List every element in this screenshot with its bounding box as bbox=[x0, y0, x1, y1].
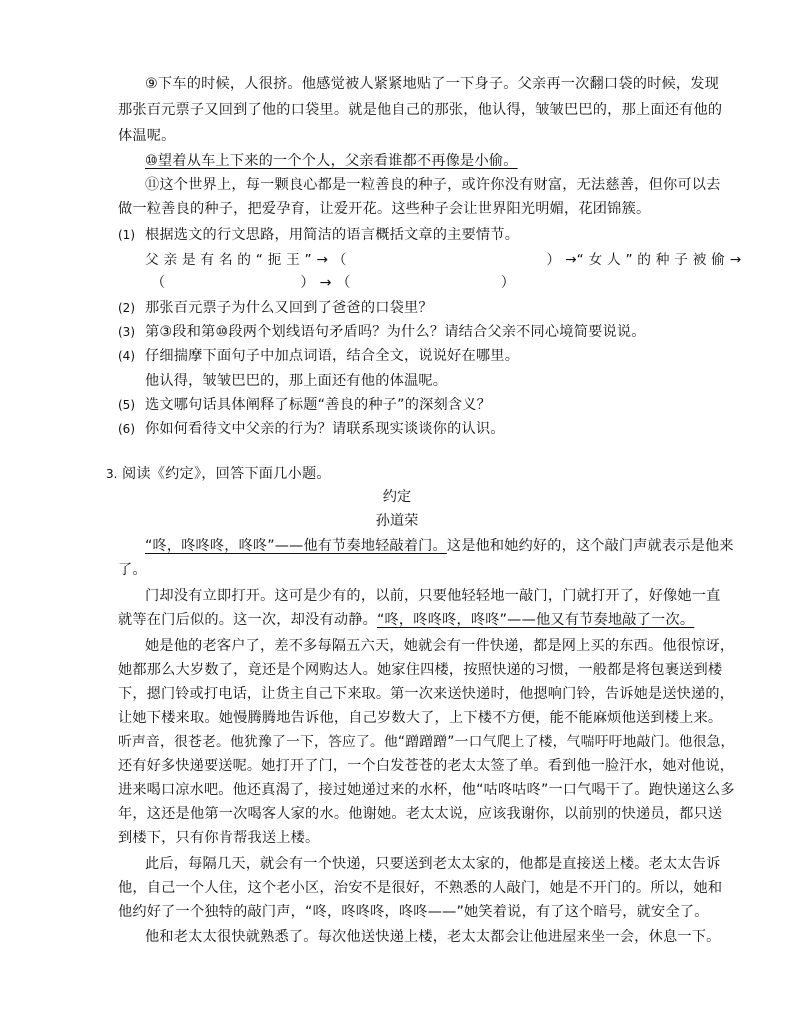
story-p1-line-2: 了。 bbox=[118, 562, 147, 578]
story-p3-line-3: 下，摁门铃或打电话，让货主自己下来取。第一次来送快递时，他摁响门铃，告诉她是送快递的， bbox=[118, 686, 734, 702]
story-p4-line-1: 此后，每隔几天，就会有一个快递，只要送到老太太家的，他都是直接送上楼。老太太告诉 bbox=[145, 856, 721, 872]
question-4-quote: 他认得，皱皱巴巴的，那上面还有他的体温呢。 bbox=[145, 373, 448, 389]
para-11-line-2: 做一粒善良的种子，把爱孕育，让爱开花。这些种子会让世界阳光明媚，花团锦簇。 bbox=[118, 201, 651, 217]
story-p2-line-2 bbox=[118, 609, 694, 631]
story-p1-rest: 这是他和她约好的，这个敲门声就表示是他来 bbox=[446, 538, 734, 554]
question-3-number: (3) bbox=[118, 325, 135, 339]
fill-part-e: ） bbox=[500, 275, 516, 291]
question-1-fill-line-2 bbox=[151, 272, 515, 294]
question-2-text: 那张百元票子为什么又回到了爸爸的口袋里？ bbox=[145, 300, 433, 316]
story-p4-line-3: 他约好了一个独特的敲门声，“咚，咚咚咚，咚咚——”她笑着说，有了这个暗号，就安全了。 bbox=[118, 904, 709, 920]
story-p3-line-2: 她都那么大岁数了，竟还是个网购达人。她家住四楼，按照快递的习惯，一般都是将包裹送到楼 bbox=[118, 662, 723, 678]
para-10: ⑩望着从车上下来的一个个人，父亲看谁都不再像是小偷。 bbox=[145, 153, 518, 169]
question-5-number: (5) bbox=[118, 398, 135, 412]
story-p2-underlined: “咚，咚咚咚，咚咚”——他又有节奏地敲了一次。 bbox=[376, 612, 695, 628]
story-p3-line-5: 听声音，很苍老。他犹豫了一下，答应了。他“蹭蹭蹭”一口气爬上了楼，气喘吁吁地敲门。他很急， bbox=[118, 734, 735, 750]
para-9-line-1: ⑨下车的时候，人很挤。他感觉被人紧紧地贴了一下身子。父亲再一次翻口袋的时候，发现 bbox=[145, 76, 720, 92]
story-p3-line-4: 让她下楼来取。她慢腾腾地告诉他，自己岁数大了，上下楼不方便，能不能麻烦他送到楼上来。 bbox=[118, 710, 723, 726]
story-p3-line-7: 进来喝口凉水吧。他还真渴了，接过她递过来的水杯，他“咕咚咕咚”一口气喝干了。跑快递这么多 bbox=[118, 782, 735, 798]
story-author: 孙道荣 bbox=[375, 513, 419, 529]
question-3-text: 第③段和第⑩段两个划线语句矛盾吗？为什么？请结合父亲不同心境简要说说。 bbox=[145, 324, 646, 340]
fill-part-c: （ bbox=[151, 275, 166, 291]
question-6-number: (6) bbox=[118, 422, 135, 436]
story-p3-line-1: 她是他的老客户了，差不多每隔五六天，她就会有一件快递，都是网上买的东西。他很惊讶， bbox=[145, 638, 735, 654]
para-9-line-2: 那张百元票子又回到了他的口袋里。就是他自己的那张，他认得，皱皱巴巴的，那上面还有他的 bbox=[118, 102, 723, 118]
fill-part-d: ） → （ bbox=[300, 275, 351, 291]
story-p2-plain: 就等在门后似的。这一次，却没有动静。 bbox=[118, 612, 377, 628]
story-title: 约定 bbox=[382, 489, 412, 505]
story-p3-line-6: 还有好多快递要送呢。她打开了门，一个白发苍苍的老太太签了单。看到他一脸汗水，她对他说， bbox=[118, 758, 734, 774]
story-p3-line-9: 到楼下，只有你肯帮我送上楼。 bbox=[118, 830, 320, 846]
story-p5-line-1: 他和老太太很快就熟悉了。每次他送快递上楼，老太太都会让他进屋来坐一会，休息一下。 bbox=[145, 929, 721, 945]
para-9-line-3: 体温呢。 bbox=[118, 128, 176, 144]
fill-part-b: ） →“ 女 人 ” 的 种 子 被 偷 → bbox=[546, 252, 742, 268]
story-p2-line-1: 门却没有立即打开。这可是少有的，以前，只要他轻轻地一敲门，门就打开了，好像她一直 bbox=[145, 588, 721, 604]
story-p1-underlined: “咚，咚咚咚，咚咚”——他有节奏地轻敲着门。 bbox=[145, 538, 447, 554]
question-4-text: 仔细揣摩下面句子中加点词语，结合全文，说说好在哪里。 bbox=[145, 348, 520, 364]
question-4-number: (4) bbox=[118, 349, 135, 363]
story-p1-line-1 bbox=[145, 535, 734, 557]
question-6-text: 你如何看待文中父亲的行为？请联系现实谈谈你的认识。 bbox=[145, 421, 505, 437]
story-p3-line-8: 年，这还是他第一次喝客人家的水。他谢她。老太太说，应该我谢你，以前别的快递员，都只送 bbox=[118, 806, 723, 822]
section-3-intro: 阅读《约定》，回答下面几小题。 bbox=[122, 466, 331, 482]
story-p4-line-2: 他，自己一个人住，这个老小区，治安不是很好，不熟悉的人敲门，她是不开门的。所以，她和 bbox=[118, 880, 723, 896]
question-5-text: 选文哪句话具体阐释了标题“善良的种子”的深刻含义？ bbox=[145, 397, 492, 413]
question-1-text: 根据选文的行文思路，用简洁的语言概括文章的主要情节。 bbox=[145, 227, 520, 243]
section-3-number: 3. bbox=[106, 467, 118, 481]
fill-part-a: 父 亲 是 有 名 的 “ 扼 王 ” → （ bbox=[145, 252, 347, 268]
para-11-line-1: ⑪这个世界上，每一颗良心都是一粒善良的种子，或许你没有财富，无法慈善，但你可以去 bbox=[145, 177, 721, 193]
question-1-fill-line-1 bbox=[145, 249, 741, 271]
question-2-number: (2) bbox=[118, 301, 135, 315]
question-1-number: (1) bbox=[118, 228, 135, 242]
